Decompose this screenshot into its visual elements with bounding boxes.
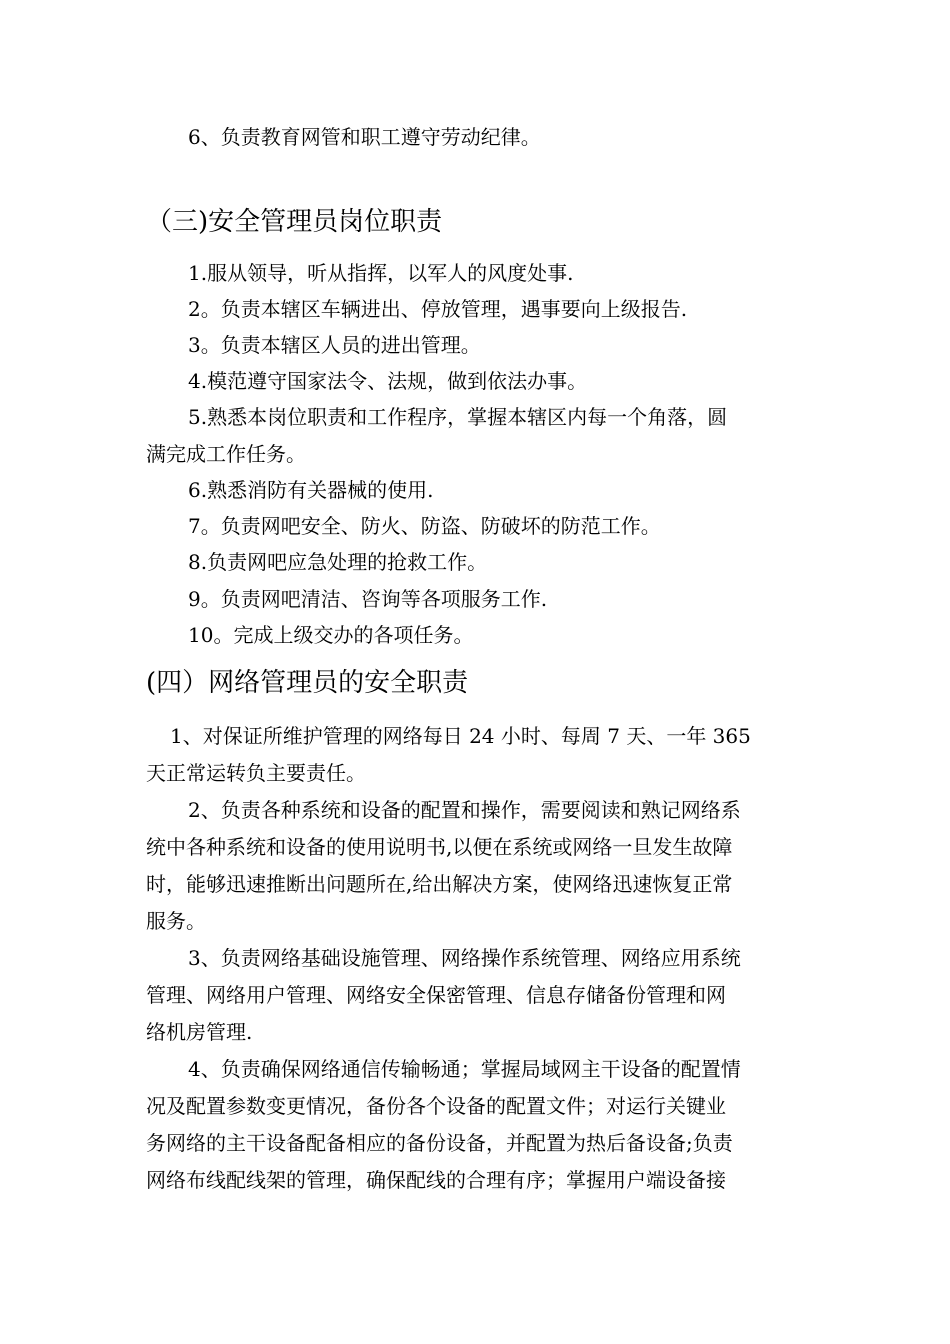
network-paragraph-2-line-1: 2、负责各种系统和设备的配置和操作，需要阅读和熟记网络系 [188, 798, 741, 822]
security-item-5-continued: 满完成工作任务。 [146, 442, 306, 466]
security-item-8: 8.负责网吧应急处理的抢救工作。 [188, 550, 488, 574]
security-item-4: 4.模范遵守国家法令、法规，做到依法办事。 [188, 369, 588, 393]
security-item-9: 9。负责网吧清洁、咨询等各项服务工作. [188, 587, 548, 611]
security-item-7: 7。负责网吧安全、防火、防盗、防破坏的防范工作。 [188, 514, 661, 538]
network-paragraph-2-line-2: 统中各种系统和设备的使用说明书,以便在系统或网络一旦发生故障 [146, 835, 733, 859]
network-paragraph-2-line-4: 服务。 [146, 909, 206, 933]
network-paragraph-4-line-2: 况及配置参数变更情况，备份各个设备的配置文件；对运行关键业 [146, 1094, 726, 1118]
security-item-1: 1.服从领导，听从指挥，以军人的风度处事. [188, 261, 574, 285]
network-paragraph-2-line-3: 时，能够迅速推断出问题所在,给出解决方案，使网络迅速恢复正常 [146, 872, 733, 896]
section-heading-network-admin: (四）网络管理员的安全职责 [146, 668, 469, 698]
section-heading-security-officer: （三)安全管理员岗位职责 [146, 207, 443, 237]
network-paragraph-4-line-1: 4、负责确保网络通信传输畅通；掌握局域网主干设备的配置情 [188, 1057, 741, 1081]
security-item-3: 3。负责本辖区人员的进出管理。 [188, 333, 481, 357]
security-item-2: 2。负责本辖区车辆进出、停放管理，遇事要向上级报告. [188, 297, 688, 321]
security-item-5: 5.熟悉本岗位职责和工作程序，掌握本辖区内每一个角落，圆 [188, 405, 728, 429]
network-paragraph-1-line-2: 天正常运转负主要责任。 [146, 761, 366, 785]
security-item-10: 10。完成上级交办的各项任务。 [188, 623, 474, 647]
network-paragraph-3-line-3: 络机房管理. [146, 1020, 253, 1044]
security-item-6: 6.熟悉消防有关器械的使用. [188, 478, 434, 502]
duty-item-6: 6、负责教育网管和职工遵守劳动纪律。 [188, 125, 541, 149]
network-paragraph-1-line-1: 1、对保证所维护管理的网络每日 24 小时、每周 7 天、一年 365 [170, 724, 751, 748]
network-paragraph-3-line-1: 3、负责网络基础设施管理、网络操作系统管理、网络应用系统 [188, 946, 741, 970]
network-paragraph-4-line-4: 网络布线配线架的管理，确保配线的合理有序；掌握用户端设备接 [146, 1168, 726, 1192]
network-paragraph-3-line-2: 管理、网络用户管理、网络安全保密管理、信息存储备份管理和网 [146, 983, 726, 1007]
network-paragraph-4-line-3: 务网络的主干设备配备相应的备份设备，并配置为热后备设备;负责 [146, 1131, 733, 1155]
